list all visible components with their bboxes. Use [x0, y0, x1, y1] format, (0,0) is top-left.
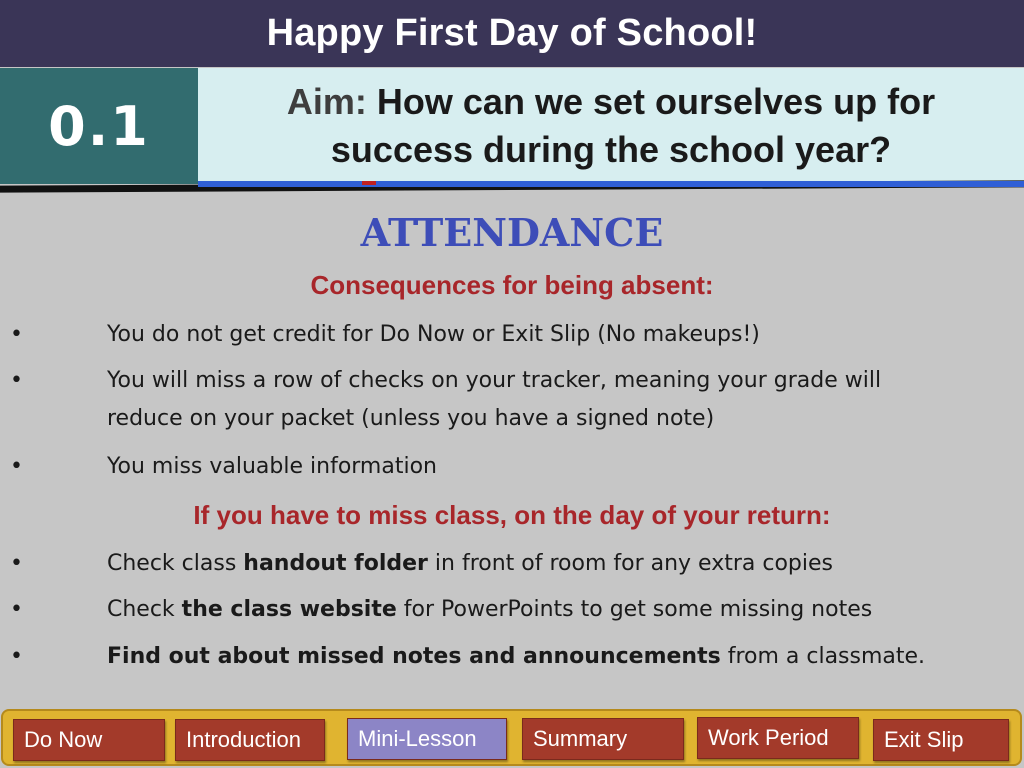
- section-title-return: If you have to miss class, on the day of your return:: [193, 500, 831, 530]
- bullet-text-post: in front of room for any extra copies: [427, 551, 834, 576]
- bullet-text: You do not get credit for Do Now or Exit Slip (No makeups!): [107, 322, 760, 347]
- nav-button-summary[interactable]: Summary: [522, 718, 684, 760]
- nav-button-introduction[interactable]: Introduction: [175, 719, 325, 761]
- bullet-text-bold: Find out about missed notes and announcements: [107, 644, 721, 669]
- lesson-number-box: [0, 68, 198, 184]
- bullet-icon: •: [10, 322, 23, 347]
- bullet-text: [107, 638, 987, 676]
- nav-button-exit-slip[interactable]: Exit Slip: [873, 719, 1009, 761]
- bullet-text-bold: handout folder: [243, 551, 428, 576]
- bullet-icon: •: [10, 551, 23, 576]
- section-nav-bar: [1, 709, 1022, 766]
- nav-button-do-now[interactable]: Do Now: [13, 719, 165, 761]
- bullet-text-line-2: reduce on your packet (unless you have a signed note): [107, 406, 715, 431]
- aim-text-2: success during the school year?: [330, 129, 892, 170]
- section-title-consequences: Consequences for being absent:: [310, 270, 714, 300]
- aim-label: Aim:: [286, 81, 367, 122]
- lesson-number: 0.1: [48, 94, 150, 158]
- bullet-text: [107, 591, 987, 629]
- header-divider-accent: [198, 181, 1024, 187]
- bullet-text-pre: Check: [107, 597, 182, 622]
- bullet-text-pre: Check class: [107, 551, 244, 576]
- aim-text-1: How can we set ourselves up for: [376, 81, 936, 122]
- aim-box: [198, 68, 1024, 184]
- bullet-icon: •: [10, 597, 23, 622]
- bullet-icon: •: [10, 644, 23, 669]
- slide-heading: ATTENDANCE: [360, 210, 664, 255]
- bullet-text: [107, 362, 987, 438]
- bullet-text-line-1: You will miss a row of checks on your tracker, meaning your grade will: [107, 368, 882, 393]
- header-divider-mark: [362, 181, 376, 185]
- title-bar: [0, 0, 1024, 67]
- nav-button-mini-lesson[interactable]: Mini-Lesson: [347, 718, 507, 760]
- bullet-text: You miss valuable information: [107, 454, 437, 479]
- bullet-icon: •: [10, 368, 23, 393]
- aim-line-1: [287, 78, 935, 126]
- bullet-text: [107, 545, 987, 583]
- nav-button-work-period[interactable]: Work Period: [697, 717, 859, 759]
- bullet-text-bold: the class website: [181, 597, 397, 622]
- bullet-text-post: for PowerPoints to get some missing notes: [396, 597, 873, 622]
- bullet-icon: •: [10, 454, 23, 479]
- slide-title: Happy First Day of School!: [266, 12, 758, 54]
- bullet-text-post: from a classmate.: [720, 644, 926, 669]
